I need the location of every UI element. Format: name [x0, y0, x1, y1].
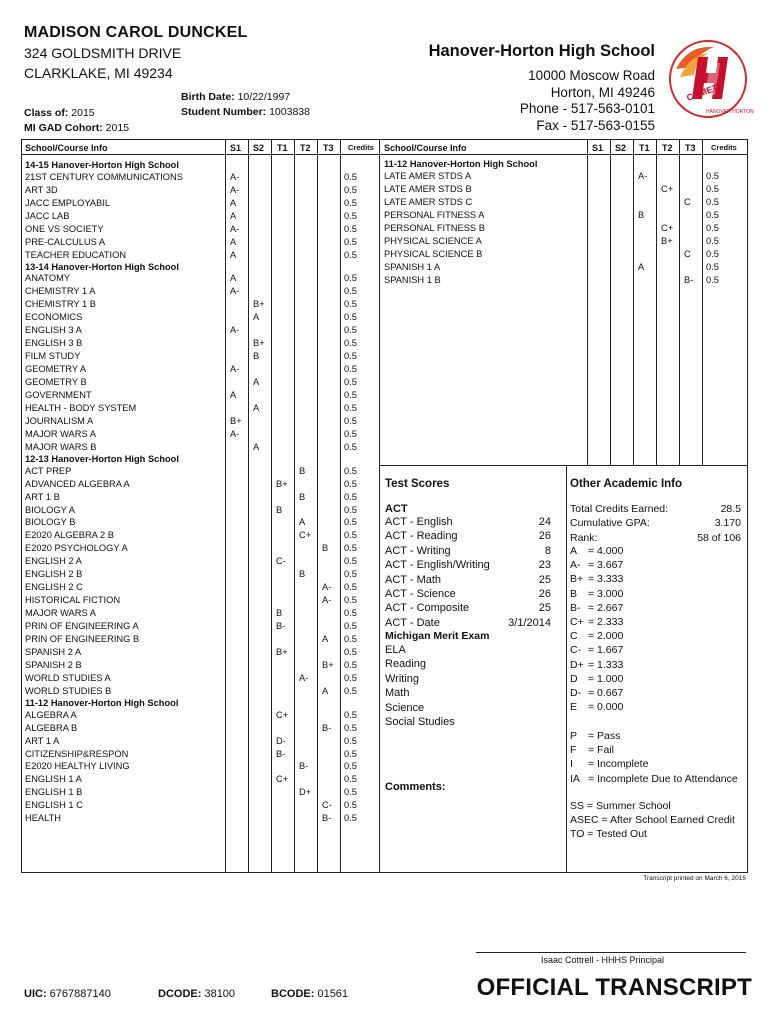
header-credits-right: Credits: [711, 143, 737, 152]
grade-code-letter: P: [570, 730, 578, 742]
course-credits: 0.5: [344, 530, 357, 541]
act-score-label: ACT - Science: [385, 588, 456, 600]
course-credits: 0.5: [344, 377, 357, 388]
grade-code-meaning: = Fail: [588, 744, 614, 757]
grade-scale-value: = 1.000: [588, 672, 624, 685]
course-name: PERSONAL FITNESS B: [384, 222, 485, 233]
grade-t3: B-: [684, 274, 694, 285]
course-name: JACC LAB: [25, 210, 70, 221]
student-number-value: 1003838: [269, 106, 310, 118]
grade-scale-value: = 3.667: [588, 559, 624, 572]
course-name: LATE AMER STDS C: [384, 196, 473, 207]
course-name: 21ST CENTURY COMMUNICATIONS: [25, 171, 183, 182]
summary-value: 3.170: [714, 517, 741, 530]
course-credits: 0.5: [706, 248, 719, 259]
uic-value: 6767887140: [49, 988, 111, 1000]
grade-scale-letter: D+: [570, 658, 584, 671]
grade-scale-value: = 3.000: [588, 587, 624, 600]
grade-scale-letter: C+: [570, 616, 584, 628]
course-credits: 0.5: [706, 274, 719, 285]
summary-value: 28.5: [720, 503, 741, 515]
student-address-line1: 324 GOLDSMITH DRIVE: [24, 45, 182, 61]
grade-scale-letter: B+: [570, 573, 584, 586]
printed-date: Transcript printed on March 6, 2015: [643, 875, 746, 882]
grade-s1: A: [230, 273, 237, 284]
course-name: SPANISH 1 A: [384, 261, 441, 272]
course-credits: 0.5: [344, 634, 357, 644]
act-score-label: ACT - Date: [385, 616, 440, 629]
year-heading: 14-15 Hanover-Horton High School: [25, 160, 179, 170]
act-score-value: 26: [538, 530, 551, 543]
course-name: LATE AMER STDS B: [384, 183, 472, 194]
grade-s1: A-: [230, 364, 240, 375]
grade-t2: B+: [661, 235, 673, 246]
course-name: HEALTH: [25, 813, 61, 824]
course-name: SPANISH 2 A: [25, 646, 82, 657]
course-credits: 0.5: [344, 543, 357, 554]
summary-label: Total Credits Earned:: [570, 503, 669, 515]
grade-s2: B: [253, 351, 260, 362]
grade-scale-value: = 2.333: [588, 616, 624, 628]
course-credits: 0.5: [344, 504, 357, 515]
summary-label: Cumulative GPA:: [570, 517, 650, 530]
gad-cohort: [24, 122, 129, 134]
course-credits: 0.5: [344, 761, 357, 772]
grade-t1: C-: [276, 556, 286, 567]
course-name: LATE AMER STDS A: [384, 170, 472, 181]
course-credits: 0.5: [344, 608, 357, 619]
grade-s1: A: [230, 197, 237, 208]
course-credits: 0.5: [344, 478, 357, 489]
course-name: E2020 PSYCHOLOGY A: [25, 543, 128, 554]
course-credits: 0.5: [344, 249, 357, 260]
act-score-value: 25: [538, 602, 551, 615]
course-credits: 0.5: [344, 210, 357, 221]
grade-s1: A-: [230, 325, 240, 336]
course-name: E2020 HEALTHY LIVING: [25, 761, 130, 772]
header-t3-left: T3: [323, 143, 334, 153]
course-name: ANATOMY: [25, 273, 71, 284]
course-name: E2020 ALGEBRA 2 B: [25, 530, 114, 541]
course-credits: 0.5: [344, 415, 357, 426]
grade-t3: A-: [322, 582, 332, 593]
course-credits: 0.5: [344, 672, 357, 683]
bcode-value: 01561: [317, 988, 349, 1000]
course-name: ACT PREP: [25, 465, 72, 476]
grade-t3: C: [684, 196, 691, 207]
grade-s1: A-: [230, 184, 240, 195]
course-credits: 0.5: [706, 235, 719, 246]
course-credits: 0.5: [344, 428, 357, 439]
grade-s2: A: [253, 441, 260, 452]
grade-t1: C+: [276, 709, 289, 720]
grade-t2: A-: [299, 672, 309, 683]
grade-scale-value: = 1.667: [588, 644, 624, 657]
svg-text:HANOVER HORTON: HANOVER HORTON: [706, 109, 754, 115]
course-name: ONE VS SOCIETY: [25, 223, 104, 234]
header-credits-left: Credits: [348, 143, 374, 152]
course-credits: 0.5: [706, 183, 719, 194]
course-name: SPANISH 2 B: [25, 659, 82, 670]
course-credits: 0.5: [344, 312, 357, 323]
course-name: FILM STUDY: [25, 351, 81, 362]
student-number-label: Student Number:: [181, 106, 267, 118]
course-credits: 0.5: [344, 364, 357, 375]
grade-scale-letter: C: [570, 630, 578, 643]
grade-t2: B-: [299, 761, 309, 772]
mme-title: Michigan Merit Exam: [385, 630, 490, 642]
grade-s1: A: [230, 249, 237, 260]
grade-t2: B: [299, 491, 306, 502]
course-credits: 0.5: [344, 171, 357, 182]
grade-t3: C: [684, 248, 691, 259]
grade-t1: B: [276, 504, 283, 515]
course-name: SPANISH 1 B: [384, 274, 441, 285]
dcode-label: DCODE:: [158, 988, 202, 1000]
grade-t2: A: [299, 517, 306, 528]
grade-code-meaning: = Incomplete: [588, 758, 649, 771]
mme-subject: Reading: [385, 658, 426, 671]
course-credits: 0.5: [344, 491, 357, 502]
course-name: ENGLISH 2 A: [25, 556, 82, 567]
grade-s1: A-: [230, 286, 240, 297]
act-score-value: 24: [538, 516, 551, 528]
course-name: BIOLOGY B: [25, 517, 76, 528]
course-credits: 0.5: [344, 286, 357, 297]
grade-scale-value: = 4.000: [588, 545, 624, 557]
mme-subject: Math: [385, 687, 410, 700]
grade-scale-letter: C-: [570, 644, 582, 657]
other-code: ASEC = After School Earned Credit: [570, 814, 735, 827]
comments-title: Comments:: [385, 781, 446, 793]
act-score-label: ACT - Reading: [385, 530, 458, 543]
year-heading: 11-12 Hanover-Horton High School: [384, 159, 538, 169]
grade-t2: D+: [299, 787, 312, 798]
act-score-label: ACT - Composite: [385, 602, 470, 615]
course-credits: 0.5: [344, 582, 357, 593]
course-credits: 0.5: [344, 517, 357, 528]
grade-scale-value: = 3.333: [588, 573, 624, 586]
mme-subject: Writing: [385, 672, 420, 685]
svg-text:COMETS: COMETS: [685, 80, 725, 103]
header-s2-left: S2: [253, 143, 265, 153]
school-fax: Fax - 517-563-0155: [536, 118, 655, 133]
course-credits: 0.5: [344, 325, 357, 336]
grade-t3: A-: [322, 595, 332, 606]
course-name: CHEMISTRY 1 B: [25, 299, 96, 310]
course-name: PERSONAL FITNESS A: [384, 209, 485, 220]
grade-t1: B: [276, 608, 283, 619]
course-name: CITIZENSHIP&RESPON: [25, 748, 129, 759]
grade-s1: A-: [230, 171, 240, 182]
grade-scale-value: = 1.333: [588, 658, 624, 671]
course-credits: 0.5: [344, 402, 357, 413]
class-of-label: Class of:: [24, 107, 69, 119]
birth-date: [181, 91, 290, 103]
course-credits: 0.5: [344, 774, 357, 785]
grade-t3: B: [322, 543, 329, 554]
grade-t1: D-: [276, 735, 286, 746]
mme-subject: Social Studies: [385, 716, 455, 728]
course-credits: 0.5: [344, 595, 357, 606]
grade-t1: B+: [276, 478, 288, 489]
course-credits: 0.5: [344, 685, 357, 696]
other-code: SS = Summer School: [570, 800, 671, 812]
course-name: ENGLISH 1 A: [25, 774, 82, 785]
grade-code-letter: IA: [570, 772, 580, 785]
course-credits: 0.5: [344, 184, 357, 195]
school-logo: [668, 39, 754, 119]
header-course-left: School/Course Info: [25, 143, 108, 153]
course-credits: 0.5: [344, 813, 357, 824]
birth-date-value: 10/22/1997: [237, 91, 291, 103]
grade-t1: B-: [276, 621, 286, 632]
grade-s1: A: [230, 390, 237, 400]
course-credits: 0.5: [706, 209, 719, 220]
course-name: ART 1 A: [25, 735, 60, 746]
course-name: JOURNALISM A: [25, 415, 94, 426]
student-address-line2: CLARKLAKE, MI 49234: [24, 65, 173, 81]
course-name: HEALTH - BODY SYSTEM: [25, 402, 137, 413]
header-s2-right: S2: [615, 143, 627, 153]
grade-s2: B+: [253, 338, 265, 349]
academic-info-title: Other Academic Info: [570, 478, 683, 490]
dcode: [158, 988, 235, 1000]
grade-code-meaning: = Pass: [588, 730, 621, 742]
course-name: ENGLISH 3 A: [25, 325, 82, 336]
birth-date-label: Birth Date:: [181, 91, 235, 103]
grade-t3: C-: [322, 800, 332, 811]
course-credits: 0.5: [344, 659, 357, 670]
course-credits: 0.5: [706, 170, 719, 181]
bcode: [271, 988, 348, 1000]
school-phone: Phone - 517-563-0101: [519, 101, 655, 116]
mme-subject: Science: [385, 701, 425, 714]
course-name: MAJOR WARS B: [25, 441, 97, 452]
course-credits: 0.5: [344, 351, 357, 362]
mme-subject: ELA: [385, 644, 406, 656]
header-s1-left: S1: [230, 143, 242, 153]
grade-t2: B: [299, 569, 306, 580]
grade-scale-letter: D: [570, 672, 578, 685]
dcode-value: 38100: [204, 988, 236, 1000]
year-heading: 11-12 Hanover-Horton High School: [25, 697, 179, 708]
bcode-label: BCODE:: [271, 988, 315, 1000]
course-credits: 0.5: [344, 722, 357, 733]
grade-s2: B+: [253, 299, 265, 310]
act-score-label: ACT - Writing: [385, 544, 451, 557]
uic: [24, 988, 111, 1000]
course-credits: 0.5: [344, 556, 357, 567]
course-name: PRE-CALCULUS A: [25, 236, 106, 247]
test-scores-title: Test Scores: [385, 478, 450, 490]
course-name: ENGLISH 3 B: [25, 338, 83, 349]
grade-t1: A: [638, 261, 645, 272]
grade-scale-value: = 0.000: [588, 701, 624, 714]
course-name: PHYSICAL SCIENCE B: [384, 248, 483, 259]
course-credits: 0.5: [344, 299, 357, 310]
grade-t1: B+: [276, 646, 288, 657]
grade-scale-letter: D-: [570, 687, 582, 699]
grade-s1: A-: [230, 428, 240, 439]
act-score-label: ACT - Math: [385, 573, 442, 586]
course-name: ALGEBRA A: [25, 709, 77, 720]
other-code: TO = Tested Out: [570, 828, 647, 841]
course-name: WORLD STUDIES A: [25, 672, 111, 683]
course-name: ADVANCED ALGEBRA A: [25, 478, 130, 489]
course-name: PRIN OF ENGINEERING B: [25, 634, 140, 644]
course-credits: 0.5: [344, 465, 357, 476]
grade-scale-letter: A-: [570, 559, 581, 572]
header-t2-right: T2: [662, 143, 673, 153]
grade-code-letter: I: [570, 758, 573, 771]
course-name: ENGLISH 2 C: [25, 582, 83, 593]
course-credits: 0.5: [344, 569, 357, 580]
course-name: ENGLISH 1 C: [25, 800, 83, 811]
course-credits: 0.5: [344, 621, 357, 632]
grade-t2: B: [299, 465, 306, 476]
grade-scale-value: = 0.667: [588, 687, 624, 699]
grade-t3: A: [322, 685, 329, 696]
course-name: BIOLOGY A: [25, 504, 75, 515]
course-name: ECONOMICS: [25, 312, 83, 323]
year-heading: 12-13 Hanover-Horton High School: [25, 453, 179, 464]
course-credits: 0.5: [706, 261, 719, 272]
course-name: ENGLISH 1 B: [25, 787, 83, 798]
course-credits: 0.5: [344, 273, 357, 284]
header-course-right: School/Course Info: [384, 143, 467, 153]
grade-t3: A: [322, 634, 329, 644]
course-name: MAJOR WARS A: [25, 608, 96, 619]
grade-t2: C+: [661, 222, 674, 233]
transcript-grid: [21, 139, 748, 873]
grade-s2: A: [253, 377, 260, 388]
act-score-value: 26: [538, 588, 551, 600]
grade-code-letter: F: [570, 744, 577, 757]
course-name: WORLD STUDIES B: [25, 685, 112, 696]
school-address-line1: 10000 Moscow Road: [528, 68, 655, 83]
class-of-value: 2015: [71, 107, 95, 119]
course-credits: 0.5: [344, 646, 357, 657]
course-credits: 0.5: [706, 196, 719, 207]
school-address-line2: Horton, MI 49246: [550, 85, 655, 100]
grade-s1: B+: [230, 415, 242, 426]
act-score-value: 3/1/2014: [508, 616, 551, 629]
summary-label: Rank:: [570, 531, 598, 544]
course-credits: 0.5: [344, 800, 357, 811]
course-credits: 0.5: [344, 709, 357, 720]
student-number: [181, 106, 310, 118]
grade-t1: B-: [276, 748, 286, 759]
course-credits: 0.5: [344, 748, 357, 759]
grade-s1: A: [230, 210, 237, 221]
course-name: GEOMETRY B: [25, 377, 87, 388]
school-name: Hanover-Horton High School: [428, 42, 655, 60]
course-name: ART 1 B: [25, 491, 60, 502]
grade-s2: A: [253, 312, 260, 323]
grade-scale-value: = 2.000: [588, 630, 624, 643]
grade-s1: A-: [230, 223, 240, 234]
grade-code-meaning: = Incomplete Due to Attendance: [588, 772, 738, 785]
grade-scale-letter: B: [570, 587, 578, 600]
grade-scale-letter: E: [570, 701, 578, 714]
act-score-label: ACT - English/Writing: [385, 559, 490, 572]
course-name: ENGLISH 2 B: [25, 569, 83, 580]
course-credits: 0.5: [344, 787, 357, 798]
course-name: HISTORICAL FICTION: [25, 595, 121, 606]
act-score-value: 23: [538, 559, 551, 572]
act-score-value: 25: [538, 573, 551, 586]
course-credits: 0.5: [344, 236, 357, 247]
header-t3-right: T3: [685, 143, 696, 153]
course-credits: 0.5: [344, 390, 357, 400]
course-name: TEACHER EDUCATION: [25, 249, 127, 260]
grade-t3: B+: [322, 659, 334, 670]
course-credits: 0.5: [344, 197, 357, 208]
grade-s1: A: [230, 236, 237, 247]
official-transcript-title: OFFICIAL TRANSCRIPT: [476, 974, 752, 1001]
course-name: GOVERNMENT: [25, 390, 92, 400]
grade-scale-letter: B-: [570, 601, 581, 614]
signature-line: [476, 952, 746, 953]
course-name: MAJOR WARS A: [25, 428, 96, 439]
course-name: GEOMETRY A: [25, 364, 87, 375]
grade-t2: C+: [299, 530, 312, 541]
grade-t1: C+: [276, 774, 289, 785]
grade-scale-letter: A: [570, 545, 578, 557]
course-name: ART 3D: [25, 184, 58, 195]
course-credits: 0.5: [344, 441, 357, 452]
course-name: JACC EMPLOYABIL: [25, 197, 111, 208]
course-credits: 0.5: [706, 222, 719, 233]
course-credits: 0.5: [344, 338, 357, 349]
grade-t3: B-: [322, 722, 332, 733]
course-credits: 0.5: [344, 735, 357, 746]
header-t1-right: T1: [639, 143, 650, 153]
grade-scale-value: = 2.667: [588, 601, 624, 614]
course-name: PHYSICAL SCIENCE A: [384, 235, 482, 246]
grade-t1: B: [638, 209, 645, 220]
class-of: [24, 107, 95, 119]
gad-cohort-label: MI GAD Cohort:: [24, 122, 103, 134]
grade-t2: C+: [661, 183, 674, 194]
summary-value: 58 of 106: [697, 531, 741, 544]
grade-t1: A-: [638, 170, 648, 181]
year-heading: 13-14 Hanover-Horton High School: [25, 261, 179, 272]
header-s1-right: S1: [592, 143, 604, 153]
course-name: ALGEBRA B: [25, 722, 78, 733]
act-score-label: ACT - English: [385, 516, 453, 528]
principal-signature-label: Isaac Cottrell - HHHS Principal: [541, 955, 665, 965]
uic-label: UIC:: [24, 988, 47, 1000]
act-score-value: 8: [544, 544, 551, 557]
grade-s2: A: [253, 402, 260, 413]
gad-cohort-value: 2015: [105, 122, 130, 134]
course-name: CHEMISTRY 1 A: [25, 286, 96, 297]
header-t1-left: T1: [277, 143, 288, 153]
student-name: MADISON CAROL DUNCKEL: [24, 24, 248, 41]
header-t2-left: T2: [300, 143, 311, 153]
grade-t3: B-: [322, 813, 332, 824]
act-title: ACT: [385, 503, 408, 515]
course-credits: 0.5: [344, 223, 357, 234]
course-name: PRIN OF ENGINEERING A: [25, 621, 139, 632]
